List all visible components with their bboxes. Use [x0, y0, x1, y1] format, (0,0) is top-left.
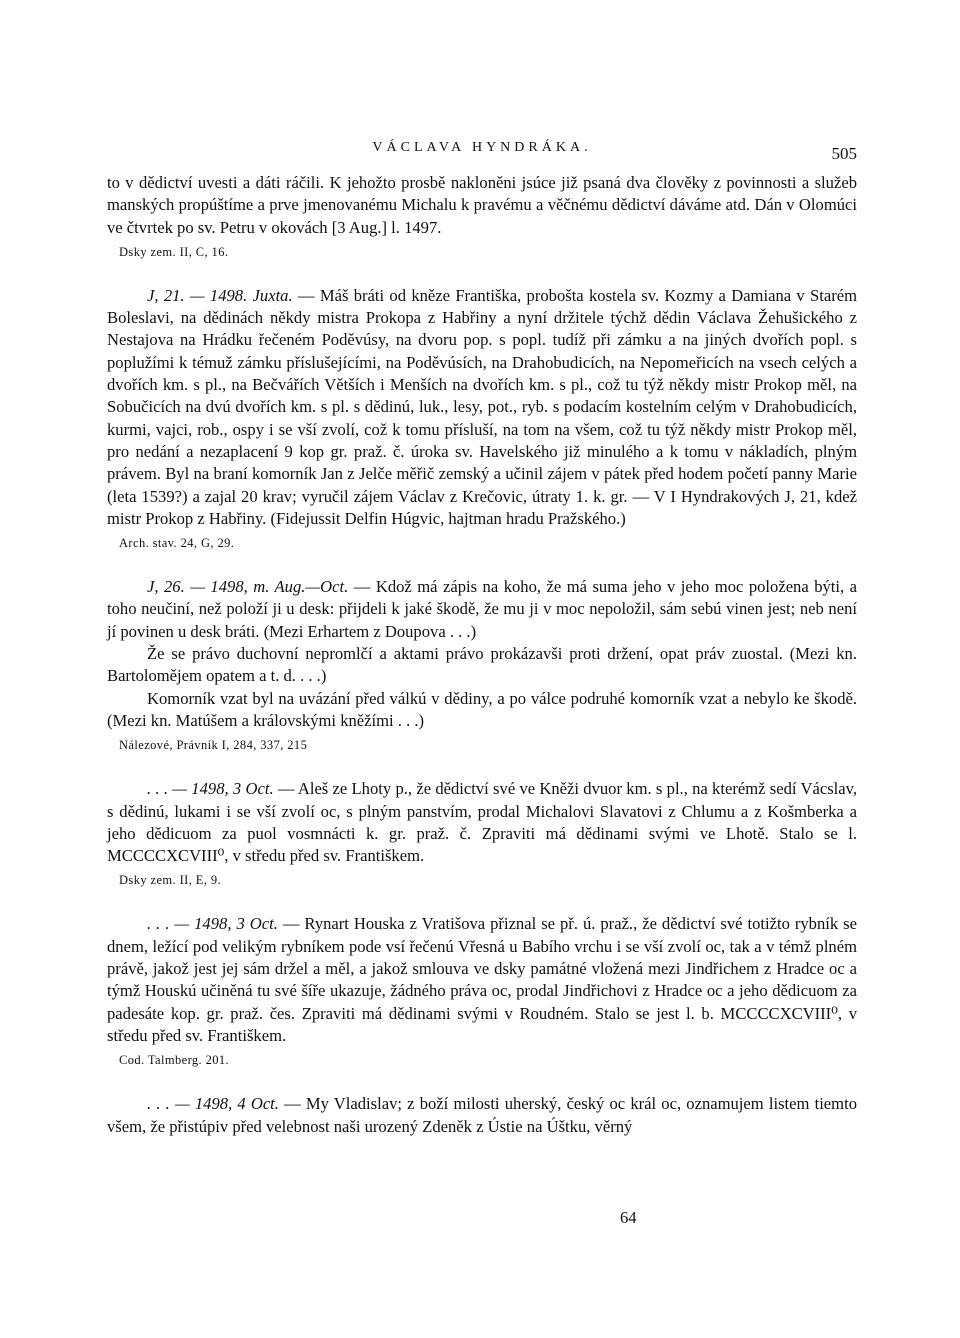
entry-text: — Rynart Houska z Vratišova přiznal se př. ú. praž., že dědictví své totižto rybník se dnem, ležící pod velikým rybníkem pode vsí řečenú Vřesná u Babího vrchu i se vší zvolí oc, tak a v témž plném právě, jakož jest jej sám držel a měl, a jakož smlouva ve dsky památné vložená mezi Jindřichem z Hradce oc a týmž Houskú učiněná tu své šíře ukazuje, žádného práva oc, prodal Jindřichovi z Hradce oc a jeho dědicuom za padesáte kop. gr. praž. čes. Zpraviti má dědinami svými v Roudném. Stalo se jest l. b. MCCCCXCVIII⁰, v středu před sv. Františkem. — [107, 914, 857, 1045]
entry-text: — Kdož má zápis na koho, že má suma jeho v jeho moc položena býti, a toho neučiní, než položí ji u desk: přijdeli k jaké škodě, že mu ji v moc nepoložil, sám sebú vinen jest; neb není jí povinen u desk bráti. (Mezi Erhartem z Doupova . . .) — [107, 577, 857, 641]
entry-j26 — [107, 576, 857, 754]
entry-text: — Aleš ze Lhoty p., že dědictví své ve Kněži dvuor km. s pl., na kterémž sedí Vácslav, s dědinú, lukami i se vší zvolí oc, s plným panstvím, prodal Michalovi Slavatovi z Chlumu a z Košmberka a jeho dědicuom za puol vosmnácti k. gr. praž. č. Zpraviti má dědinami svými ve Lhotě. Stalo se l. MCCCCXCVIII⁰, v středu před sv. Františkem. — [107, 779, 857, 866]
entry-1498-oct3-a — [107, 778, 857, 889]
entry-1498-oct3-b — [107, 913, 857, 1069]
signature-mark: 64 — [620, 1208, 637, 1227]
page-header — [107, 140, 857, 172]
source-citation: Arch. stav. 24, G, 29. — [119, 536, 235, 551]
source-citation: Cod. Talmberg. 201. — [119, 1053, 230, 1068]
entry-heading: . . . — 1498, 3 Oct. — [147, 779, 274, 799]
entry-text: — Máš bráti od kněze Františka, probošta kostela sv. Kozmy a Damiana v Starém Boleslavi, na dědinách někdy mistra Prokopa z Habřiny a nyní držitele týchž dědin Václava Žehušického z Nestajova na Hrádku řečeném Poděvúsy, na dvoru pop. s popl. tudíž při zámku a na jiných dvořích popl. s poplužími k témuž zámku příslušejícími, na Poděvúsích, na Drahobudicích, na Nepomeřicích na vsech celých a dvořích km. s pl., na Bečvářích Větších i Menších na dvořích km. s pl., což tu týž někdy mistr Prokop měl, na Sobučicích na dvú dvořích km. s pl. s dědinú, luk., lesy, pot., ryb. s podacím kostelním celým v Drahobudicích, kurmi, vajci, rob., ospy i se vší zvolí, což k tomu přísluší, na tom na všem, což tu týž někdy mistr Prokop měl, pro nedání a nezaplacení 9 kop gr. praž. č. úroka sv. Havelského již minulého a k tomu v nákladích, plným právem. Byl na braní komorník Jan z Jelče měřič zemský a učinil zájem v pátek před hodem početí panny Marie (leta 1539?) a zajal 20 krav; vyručil zájem Václav z Krečovic, útraty 1. k. gr. — V I Hyndrakových J, 21, kdež mistr Prokop z Habřiny. (Fidejussit Delfin Húgvic, hajtman hradu Pražského.) — [107, 285, 858, 528]
source-citation: Nálezové, Právník I, 284, 337, 215 — [119, 738, 308, 753]
entry-text: Že se právo duchovní nepromlčí a aktami právo prokázavši proti držení, opat práv zuostal. (Mezi kn. Bartolomějem opatem a t. d. . . .) — [107, 644, 857, 686]
entry-heading: . . . — 1498, 4 Oct. — [147, 1094, 279, 1114]
entry-heading: J, 21. — 1498. Juxta. — [147, 285, 293, 305]
document-page — [107, 140, 857, 1138]
entry-continued — [107, 172, 857, 261]
entry-heading: J, 26. — 1498, m. Aug.—Oct. — [147, 577, 349, 597]
entry-heading: . . . — 1498, 3 Oct. — [147, 914, 278, 934]
page-number: 505 — [831, 144, 857, 163]
entry-text: Komorník vzat byl na uvázání před válkú v dědiny, a po válce podruhé komorník vzat a nebylo ke škodě. (Mezi kn. Matúšem a královskými kněžími . . .) — [107, 688, 857, 730]
source-citation: Dsky zem. II, C, 16. — [119, 244, 229, 259]
entry-text: to v dědictví uvesti a dáti ráčili. K jehožto prosbě nakloněni jsúce již psaná dva člověky z povinnosti a služeb manských propúštíme a prve jmenovanému Michalu k pravému a věčnému dědictví dáváme atd. Dán v Olomúci ve čtvrtek po sv. Petru v okovách [3 Aug.] l. 1497. — [107, 173, 857, 237]
running-title: VÁCLAVA HYNDRÁKA. — [372, 140, 592, 155]
entry-j21 — [107, 285, 857, 552]
entry-1498-oct4 — [107, 1093, 857, 1138]
source-citation: Dsky zem. II, E, 9. — [119, 873, 222, 888]
entry-text: — My Vladislav; z boží milosti uherský, český oc král oc, oznamujem listem tiemto všem, že přistúpiv před velebnost naši urozený Zdeněk z Ústie na Úštku, věrný — [107, 1094, 857, 1136]
